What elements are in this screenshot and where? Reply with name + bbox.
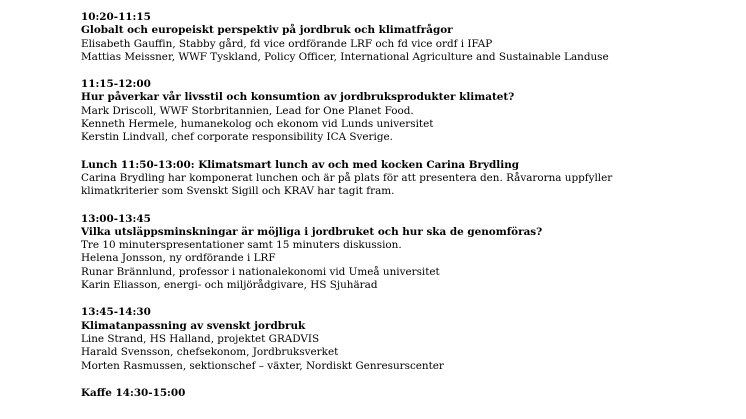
agenda-break-coffee xyxy=(81,387,741,400)
spacer xyxy=(81,292,741,306)
speaker: Elisabeth Gauffin, Stabby gård, fd vice ordförande LRF och fd vice ordf i IFAP xyxy=(81,37,493,50)
session-title: Hur påverkar vår livsstil och konsumtion av jordbruksprodukter klimatet? xyxy=(81,91,515,104)
speaker: Kerstin Lindvall, chef corporate responsibility ICA Sverige. xyxy=(81,131,393,144)
session-title: Globalt och europeiskt perspektiv på jordbruk och klimatfrågor xyxy=(81,24,453,37)
speaker: Karin Eliasson, energi- och miljörådgivare, HS Sjuhärad xyxy=(81,279,378,292)
speaker: Helena Jonsson, ny ordförande i LRF xyxy=(81,252,276,265)
agenda-break-lunch xyxy=(81,159,741,199)
spacer xyxy=(81,64,741,78)
break-heading: Lunch 11:50-13:00: Klimatsmart lunch av och med kocken Carina Brydling xyxy=(81,158,520,171)
agenda-session xyxy=(81,78,741,144)
speaker: Kenneth Hermele, humanekolog och ekonom vid Lunds universitet xyxy=(81,118,434,131)
session-time: 10:20-11:15 xyxy=(81,11,151,23)
session-intro: Tre 10 minuterspresentationer samt 15 minuters diskussion. xyxy=(81,239,402,252)
agenda-session xyxy=(81,306,741,372)
break-description: Carina Brydling har komponerat lunchen och är på plats för att presentera den. Råvarorna uppfyller xyxy=(81,171,613,184)
spacer xyxy=(81,199,741,213)
session-time: 13:00-13:45 xyxy=(81,212,151,225)
agenda-session xyxy=(81,11,741,64)
session-title: Klimatanpassning av svenskt jordbruk xyxy=(81,319,306,332)
spacer xyxy=(81,373,741,387)
speaker: Morten Rasmussen, sektionschef – växter, Nordiskt Genresurscenter xyxy=(81,359,444,372)
speaker: Runar Brännlund, professor i nationalekonomi vid Umeå universitet xyxy=(81,265,440,278)
session-title: Vilka utsläppsminskningar är möjliga i jordbruket och hur ska de genomföras? xyxy=(81,225,543,238)
speaker: Harald Svensson, chefsekonom, Jordbruksverket xyxy=(81,346,339,359)
break-description: klimatkriterier som Svenskt Sigill och KRAV har tagit fram. xyxy=(81,185,395,198)
session-time: 13:45-14:30 xyxy=(81,306,151,319)
speaker: Line Strand, HS Halland, projektet GRADVIS xyxy=(81,332,320,345)
break-heading: Kaffe 14:30-15:00 xyxy=(81,386,186,399)
session-time: 11:15-12:00 xyxy=(81,78,151,91)
speaker: Mattias Meissner, WWF Tyskland, Policy Officer, International Agriculture and Sustainable Landuse xyxy=(81,50,609,63)
agenda xyxy=(81,11,741,400)
agenda-session xyxy=(81,213,741,293)
spacer xyxy=(81,145,741,159)
speaker: Mark Driscoll, WWF Storbritannien, Lead for One Planet Food. xyxy=(81,104,414,117)
